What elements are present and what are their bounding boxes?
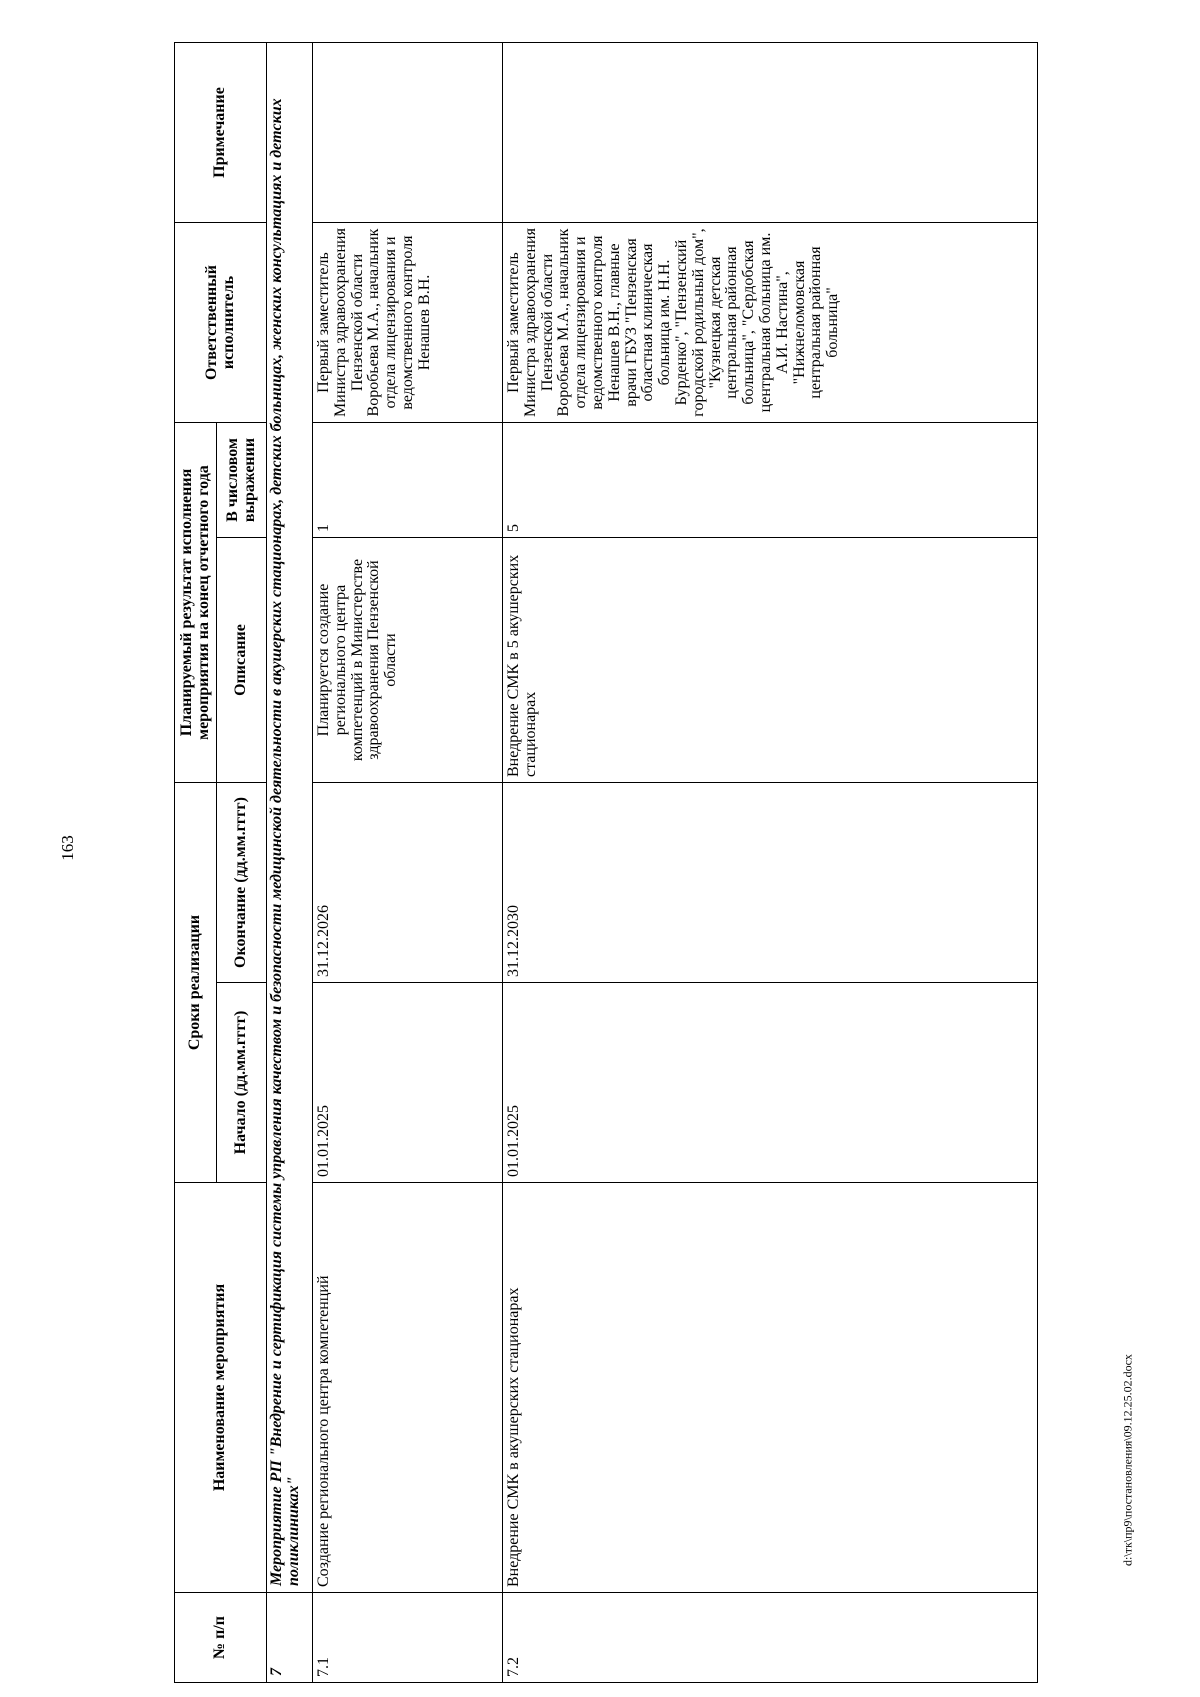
table-row	[313, 43, 503, 1683]
header-num: № п/п	[175, 1593, 267, 1683]
section-title: Мероприятие РП "Внедрение и сертификация системы управления качеством и безопасности медицинской деятельности в акушерских стационарах, детских больницах, женских консультациях и детских поликлиниках"	[267, 43, 313, 1593]
footer-file-path: d:\тк\пр9\постановления\09.12.25.02.docx	[1120, 1354, 1135, 1566]
row-value: 1	[313, 423, 503, 538]
header-result: Планируемый результат исполнения мероприятия на конец отчетного года	[175, 423, 217, 783]
header-end: Окончание (дд.мм.гггг)	[217, 783, 267, 983]
row-value: 5	[503, 423, 1038, 538]
table-row	[503, 43, 1038, 1683]
row-end: 31.12.2026	[313, 783, 503, 983]
header-desc: Описание	[217, 538, 267, 783]
section-num: 7	[267, 1593, 313, 1683]
row-start: 01.01.2025	[313, 983, 503, 1183]
page-number: 163	[58, 835, 77, 861]
row-note	[503, 43, 1038, 223]
row-note	[313, 43, 503, 223]
rotated-table-wrapper	[174, 43, 1038, 1683]
header-dates: Сроки реализации	[175, 783, 217, 1183]
header-numeric: В числовом выражении	[217, 423, 267, 538]
header-responsible: Ответственный исполнитель	[175, 223, 267, 423]
row-name: Внедрение СМК в акушерских стационарах	[503, 1183, 1038, 1593]
row-num: 7.1	[313, 1593, 503, 1683]
row-desc: Планируется создание регионального центра компетенций в Министерстве здравоохранения Пензенской области	[313, 538, 503, 783]
row-end: 31.12.2030	[503, 783, 1038, 983]
section-row	[267, 43, 313, 1683]
header-start: Начало (дд.мм.гггг)	[217, 983, 267, 1183]
header-note: Примечание	[175, 43, 267, 223]
row-responsible: Первый заместитель Министра здравоохранения Пензенской области Воробьева М.А., начальник отдела лицензирования и ведомственного контроля Ненашев В.Н.	[313, 223, 503, 423]
row-desc: Внедрение СМК в 5 акушерских стационарах	[503, 538, 1038, 783]
row-start: 01.01.2025	[503, 983, 1038, 1183]
row-num: 7.2	[503, 1593, 1038, 1683]
activities-table	[174, 42, 1038, 1683]
header-row-1	[175, 43, 217, 1683]
row-name: Создание регионального центра компетенций	[313, 1183, 503, 1593]
row-responsible: Первый заместитель Министра здравоохранения Пензенской области Воробьева М.А., начальник отдела лицензирования и ведомственного контроля Ненашев В.Н., главные врачи ГБУЗ "Пензенская областная клиническая больница им. Н.Н. Бурденко", "Пензенский городской родильный дом", "Кузнецкая детская центральная районная больница", "Сердобская центральная больница им. А.И. Настина", "Нижнеломовская центральная районная больница"	[503, 223, 1038, 423]
header-name: Наименование мероприятия	[175, 1183, 267, 1593]
